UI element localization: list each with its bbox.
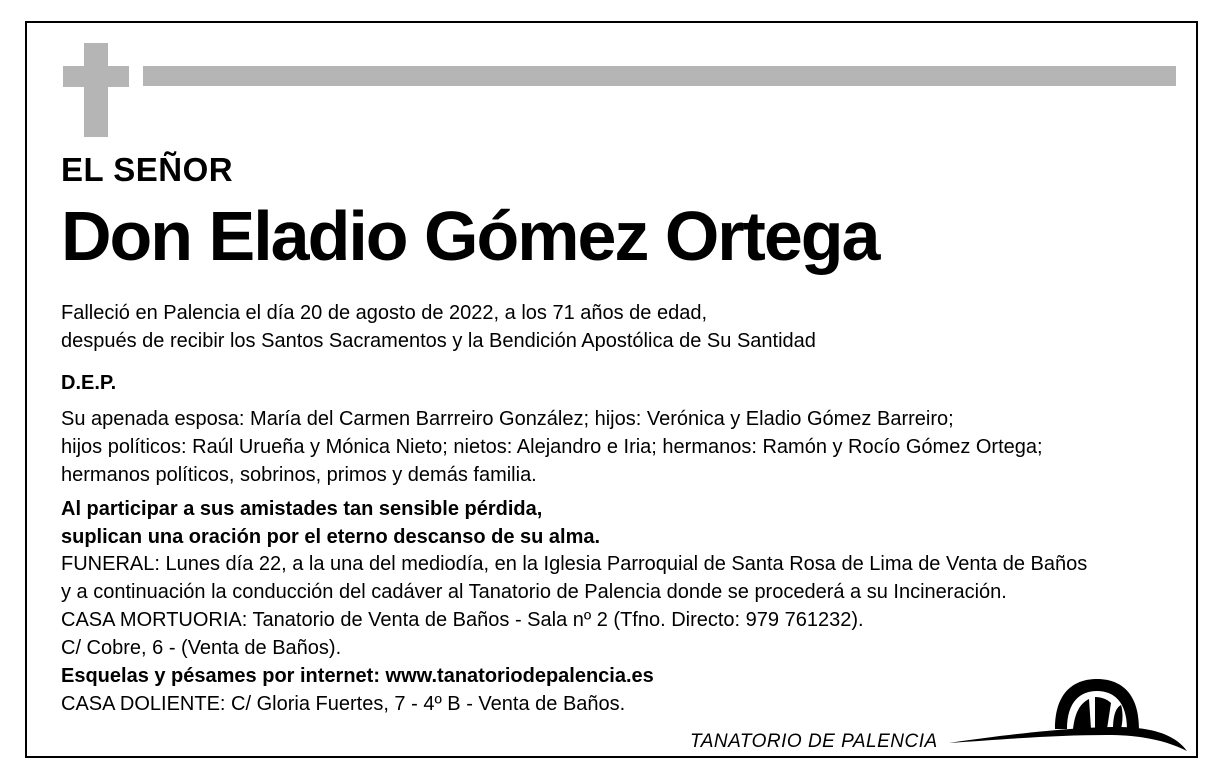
deceased-name: Don Eladio Gómez Ortega xyxy=(61,197,879,275)
appeal-line: suplican una oración por el eterno descanso de su alma. xyxy=(61,526,601,548)
death-notice-line: Falleció en Palencia el día 20 de agosto de 2022, a los 71 años de edad, xyxy=(61,302,708,324)
header-bar xyxy=(143,66,1176,86)
dep-label: D.E.P. xyxy=(61,372,117,394)
family-line: hermanos políticos, sobrinos, primos y demás familia. xyxy=(61,464,537,486)
cross-icon xyxy=(63,43,129,137)
funeral-line: y a continuación la conducción del cadáver al Tanatorio de Palencia donde se procederá a su Incineración. xyxy=(61,581,1007,603)
death-notice xyxy=(61,299,816,355)
death-notice-line: después de recibir los Santos Sacramentos y la Bendición Apostólica de Su Santidad xyxy=(61,330,816,352)
address-line: C/ Cobre, 6 - (Venta de Baños). xyxy=(61,637,342,659)
obituary-notice xyxy=(25,21,1198,758)
mortuary-line: CASA MORTUORIA: Tanatorio de Venta de Baños - Sala nº 2 (Tfno. Directo: 979 761232). xyxy=(61,609,864,631)
mourning-house-line: CASA DOLIENTE: C/ Gloria Fuertes, 7 - 4º B - Venta de Baños. xyxy=(61,693,626,715)
honorific: EL SEÑOR xyxy=(61,151,234,188)
logo-text: TANATORIO DE PALENCIA xyxy=(690,731,938,752)
appeal-line: Al participar a sus amistades tan sensible pérdida, xyxy=(61,498,543,520)
family-list xyxy=(61,405,1043,489)
funeral-line: FUNERAL: Lunes día 22, a la una del mediodía, en la Iglesia Parroquial de Santa Rosa de Lima de Venta de Baños xyxy=(61,553,1088,575)
family-line: Su apenada esposa: María del Carmen Barrreiro González; hijos: Verónica y Eladio Gómez Barreiro; xyxy=(61,408,954,430)
appeal xyxy=(61,495,600,551)
family-line: hijos políticos: Raúl Urueña y Mónica Nieto; nietos: Alejandro e Iria; hermanos: Ramón y Rocío Gómez Ortega; xyxy=(61,436,1043,458)
internet-line: Esquelas y pésames por internet: www.tanatoriodepalencia.es xyxy=(61,665,654,687)
